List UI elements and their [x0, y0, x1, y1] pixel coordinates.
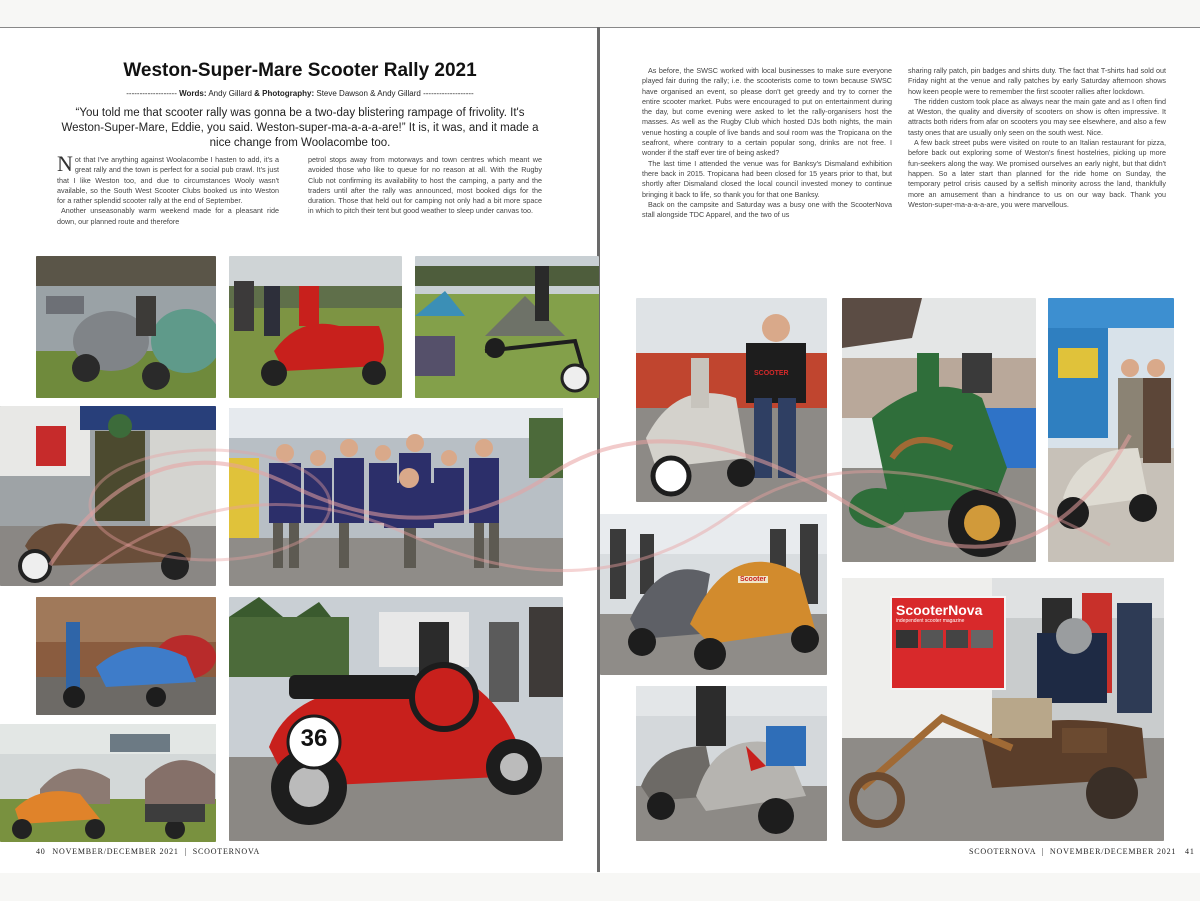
- right-footer-divider: |: [1041, 847, 1045, 856]
- photo-couple-white-scooter: [1048, 298, 1174, 562]
- left-col2-paragraph-1: petrol stops away from motorways and town centres which meant we avoided those who like to queue for no reason at all. With the Rugby Club not confirming its availability to host the camping, a party and the traders until after the rally was announced, most booked digs for the duration. Those that held out for camping not only had a bit more space in which to pitch their tent but good weather to sleep under canvas too.: [308, 155, 542, 216]
- right-column-1: [642, 66, 892, 286]
- credits-dashes-left: -------------------: [126, 89, 177, 98]
- plate-text: Scooter: [740, 576, 767, 583]
- right-col1-paragraph-3: Back on the campsite and Saturday was a busy one with the ScooterNova stall alongside TDC Apparel, and the two of us: [642, 199, 892, 220]
- right-column-2: [908, 66, 1166, 286]
- left-page-number: 40: [36, 847, 46, 856]
- article-credits: [70, 89, 530, 98]
- photo-club-group: [229, 408, 563, 586]
- right-col2-paragraph-2: The ridden custom took place as always near the main gate and as I often find at Weston, the quality and diversity of scooters on show is often impressive. It attracts both riders from afar on scooters you may see elsewhere, and also a few tasty ones that are usually only seen on the south west. Nice.: [908, 96, 1166, 137]
- photo-scooters-field: [36, 256, 216, 398]
- credits-words-by: Andy Gillard: [208, 89, 252, 98]
- photo-orange-scooter-trailer: [0, 724, 216, 842]
- drop-cap: N: [57, 155, 73, 176]
- left-col1-paragraph-2: Another unseasonably warm weekend made for a pleasant ride down, our planned route and therefore: [57, 206, 279, 226]
- right-col1-paragraph-2: The last time I attended the venue was for Banksy's Dismaland exhibition there back in 2015. Tropicana had been closed for 15 years prior to that, but shortly after Dismaland closed the local council invested money to continue bringing it back to life, so thank you for that one Banksy.: [642, 158, 892, 199]
- photo-green-scooter: [842, 298, 1036, 562]
- photo-chopper-tents: [415, 256, 599, 398]
- page-gutter: [597, 27, 600, 872]
- right-col1-paragraph-1: As before, the SWSC worked with local businesses to make sure everyone played fair during the rally; i.e. the scooterists come to town because SWSC have organised an event, so please don't get greedy and try to corner the entire scooter market. Pubs were encouraged to put on entertainment during the day, but come evening were asked to let the rally-organisers host the masses. As well as the Rugby Club which hosted DJs both nights, the main venue hosting a couple of live bands and soul room was the Tropicana on the seafront, where contrary to a certain popular song, drinks are not free. I wonder if the staff ever tire of being asked?: [642, 66, 892, 158]
- photo-rat-scooter-banner: [842, 578, 1164, 841]
- photo-shark-scooter: [636, 686, 827, 841]
- photo-red-scooter-field: [229, 256, 402, 398]
- photo-man-with-scooter: [636, 298, 827, 502]
- photo-red-race-scooter: [229, 597, 563, 841]
- left-brand: SCOOTERNOVA: [192, 847, 261, 856]
- left-column-1: [57, 155, 279, 251]
- article-title: Weston-Super-Mare Scooter Rally 2021: [123, 60, 477, 81]
- credits-photo-by: Steve Dawson & Andy Gillard: [316, 89, 421, 98]
- photo-blue-sidecar: [36, 597, 216, 715]
- credits-words-label: Words:: [179, 89, 207, 98]
- banner-brand: ScooterNova: [896, 602, 983, 618]
- right-footer: [969, 847, 1195, 856]
- left-footer-divider: |: [184, 847, 187, 856]
- right-issue-date: NOVEMBER/DECEMBER 2021: [1049, 847, 1177, 856]
- shirt-print: SCOOTER: [754, 370, 789, 377]
- left-issue-date: NOVEMBER/DECEMBER 2021: [52, 847, 179, 856]
- right-col2-paragraph-3: A few back street pubs were visited on route to an Italian restaurant for pizza, before back out exploring some of Weston's finest hostelries, picking up more fun-seekers along the way. We promised ourselves an early night, but that didn't happen. So a later start than planned for the ride home on Sunday, the temporary petrol crisis caused by a selfish minority across the land, thankfully more an amusement than a hindrance to us on our way back. Thank you Weston-super-ma-a-a-a-are, you were marvellous.: [908, 138, 1166, 209]
- banner-subtitle: independent scooter magazine: [896, 618, 965, 624]
- banner-thumbs: [892, 624, 1004, 654]
- race-number: 36: [300, 725, 328, 752]
- pull-quote: “You told me that scooter rally was gonna be a two-day blistering rampage of frivolity. It's Weston-Super-Mare, Eddie, you said. Weston-super-ma-a-a-a-are!” It is, it was, and it made a nice change from Woolacombe too.: [61, 107, 539, 149]
- scooternova-banner: [890, 596, 1006, 690]
- left-column-2: [308, 155, 542, 251]
- right-page-number: 41: [1185, 847, 1195, 856]
- right-brand: SCOOTERNOVA: [969, 847, 1036, 856]
- photo-rider-rusty-scooter: [0, 406, 216, 586]
- credits-dashes-right: -------------------: [423, 89, 474, 98]
- left-footer: [36, 847, 260, 856]
- photo-orange-custom-scooter: [600, 514, 827, 675]
- credits-photo-label: & Photography:: [254, 89, 315, 98]
- left-col1-paragraph-1: ot that I've anything against Woolacombe I hasten to add, it's a great rally and the town is perfect for a social pub crawl. It's just that I like Weston too, and due to circumstances Wooly wasn't available, so the South West Scooter Clubs booked us into Weston for a rather splendid scooter rally at the end of September.: [57, 155, 279, 206]
- right-col2-paragraph-1: sharing rally patch, pin badges and shirts duty. The fact that T-shirts had sold out Friday night at the venue and rally patches by early Saturday afternoon shows how keen people were to remember the first scooter rallies after lockdown.: [908, 66, 1166, 96]
